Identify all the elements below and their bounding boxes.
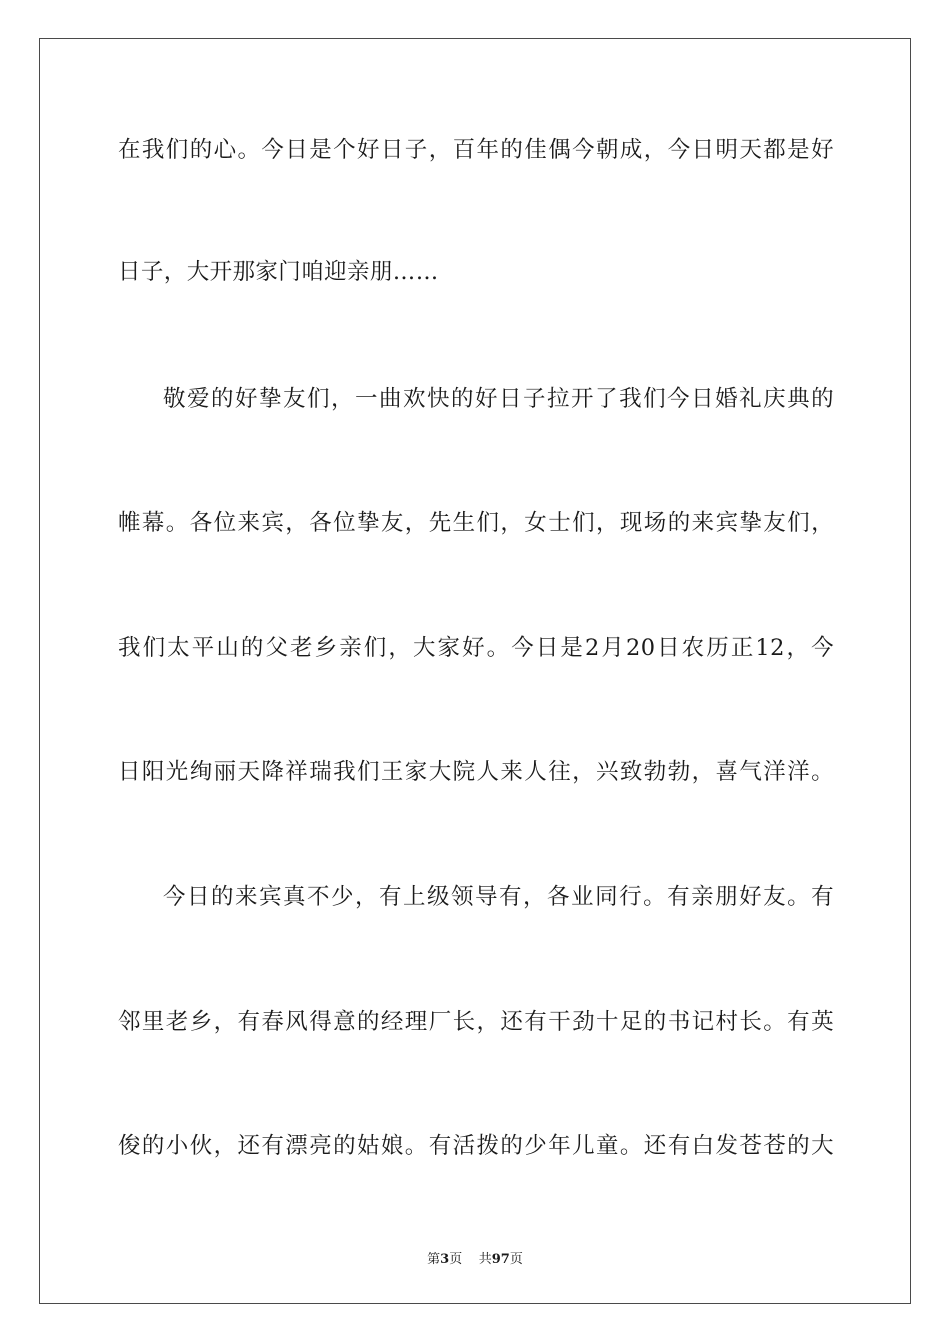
text-line-8: 邻里老乡，有春风得意的经理厂长，还有干劲十足的书记村长。有英 (118, 1009, 834, 1035)
footer-total-suffix: 页 (509, 1252, 523, 1267)
footer-total-prefix: 共 (478, 1252, 492, 1267)
text-line-5: 我们太平山的父老乡亲们，大家好。今日是2月20日农历正12，今 (118, 635, 834, 661)
footer-page-suffix: 页 (449, 1252, 463, 1267)
footer-page-number: 3 (440, 1252, 450, 1267)
text-line-3: 敬爱的好挚友们，一曲欢快的好日子拉开了我们今日婚礼庆典的 (163, 386, 834, 412)
text-line-1: 在我们的心。今日是个好日子，百年的佳偶今朝成，今日明天都是好 (118, 137, 834, 163)
text-line-4: 帷幕。各位来宾，各位挚友，先生们，女士们，现场的来宾挚友们， (118, 510, 834, 536)
text-line-6: 日阳光绚丽天降祥瑞我们王家大院人来人往，兴致勃勃，喜气洋洋。 (118, 759, 834, 785)
text-line-7: 今日的来宾真不少，有上级领导有，各业同行。有亲朋好友。有 (163, 884, 834, 910)
text-line-9: 俊的小伙，还有漂亮的姑娘。有活拨的少年儿童。还有白发苍苍的大 (118, 1133, 834, 1159)
footer-total-pages: 97 (491, 1252, 510, 1267)
text-line-2: 日子，大开那家门咱迎亲朋…… (118, 259, 439, 285)
page-frame (39, 38, 911, 1304)
footer-page-prefix: 第 (427, 1252, 441, 1267)
page-footer (0, 1248, 950, 1267)
